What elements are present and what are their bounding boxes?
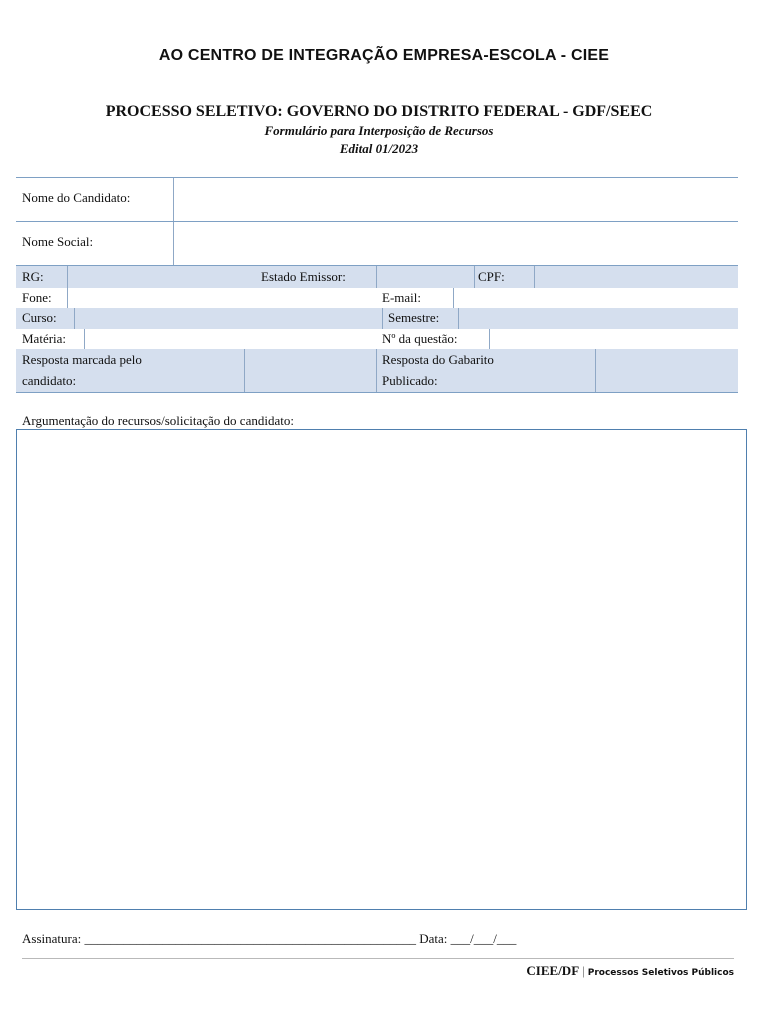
rg-row bbox=[16, 266, 738, 288]
curso-label: Curso: bbox=[22, 310, 57, 325]
nome-candidato-field[interactable] bbox=[174, 178, 738, 221]
materia-field[interactable] bbox=[85, 329, 376, 349]
nome-social-field[interactable] bbox=[174, 222, 738, 265]
resposta-gabarito-field[interactable] bbox=[596, 349, 738, 392]
footer-divider bbox=[22, 958, 734, 959]
rg-field[interactable] bbox=[68, 266, 258, 288]
resposta-candidato-label-2: candidato: bbox=[22, 373, 77, 388]
semestre-label: Semestre: bbox=[388, 310, 440, 325]
questao-label: Nº da questão: bbox=[382, 331, 458, 346]
nome-candidato-label: Nome do Candidato: bbox=[22, 190, 131, 205]
curso-field[interactable] bbox=[75, 308, 381, 329]
nome-social-row bbox=[16, 222, 738, 265]
resposta-gabarito-left-divider bbox=[376, 349, 377, 392]
signature-line: Assinatura: ___________________________________________________ Data: ___/___/___ bbox=[22, 931, 517, 946]
email-label: E-mail: bbox=[382, 290, 421, 305]
respostas-row bbox=[16, 349, 738, 392]
materia-row bbox=[16, 329, 738, 349]
semestre-left-divider bbox=[382, 308, 383, 329]
footer bbox=[526, 962, 734, 980]
cpf-left-divider bbox=[474, 266, 475, 288]
cpf-label: CPF: bbox=[478, 269, 505, 284]
resposta-gabarito-label-2: Publicado: bbox=[382, 373, 438, 388]
nome-social-label: Nome Social: bbox=[22, 234, 94, 249]
footer-tagline: Processos Seletivos Públicos bbox=[587, 968, 734, 978]
rg-label: RG: bbox=[22, 269, 44, 284]
footer-org: CIEE/DF bbox=[526, 963, 580, 978]
footer-separator: | bbox=[582, 963, 585, 978]
edital-number: Edital 01/2023 bbox=[339, 141, 419, 156]
email-field[interactable] bbox=[454, 288, 738, 308]
curso-row bbox=[16, 308, 738, 329]
fone-label: Fone: bbox=[22, 290, 52, 305]
cpf-field[interactable] bbox=[535, 266, 738, 288]
table-bottom-border bbox=[16, 392, 738, 393]
semestre-field[interactable] bbox=[459, 308, 738, 329]
page-title: AO CENTRO DE INTEGRAÇÃO EMPRESA-ESCOLA - CIEE bbox=[158, 47, 610, 64]
fone-row bbox=[16, 288, 738, 308]
questao-field[interactable] bbox=[490, 329, 738, 349]
estado-emissor-field[interactable] bbox=[377, 266, 474, 288]
argument-textarea[interactable] bbox=[16, 429, 747, 910]
resposta-candidato-field[interactable] bbox=[245, 349, 376, 392]
resposta-gabarito-label: Resposta do Gabarito bbox=[382, 352, 494, 367]
argument-label: Argumentação do recursos/solicitação do candidato: bbox=[22, 413, 294, 428]
resposta-candidato-label: Resposta marcada pelo bbox=[22, 352, 142, 367]
estado-emissor-label: Estado Emissor: bbox=[261, 269, 346, 284]
materia-label: Matéria: bbox=[22, 331, 67, 346]
page-subtitle: PROCESSO SELETIVO: GOVERNO DO DISTRITO FEDERAL - GDF/SEEC bbox=[105, 103, 653, 120]
fone-field[interactable] bbox=[68, 288, 376, 308]
nome-candidato-row bbox=[16, 178, 738, 221]
form-name: Formulário para Interposição de Recursos bbox=[264, 123, 494, 138]
